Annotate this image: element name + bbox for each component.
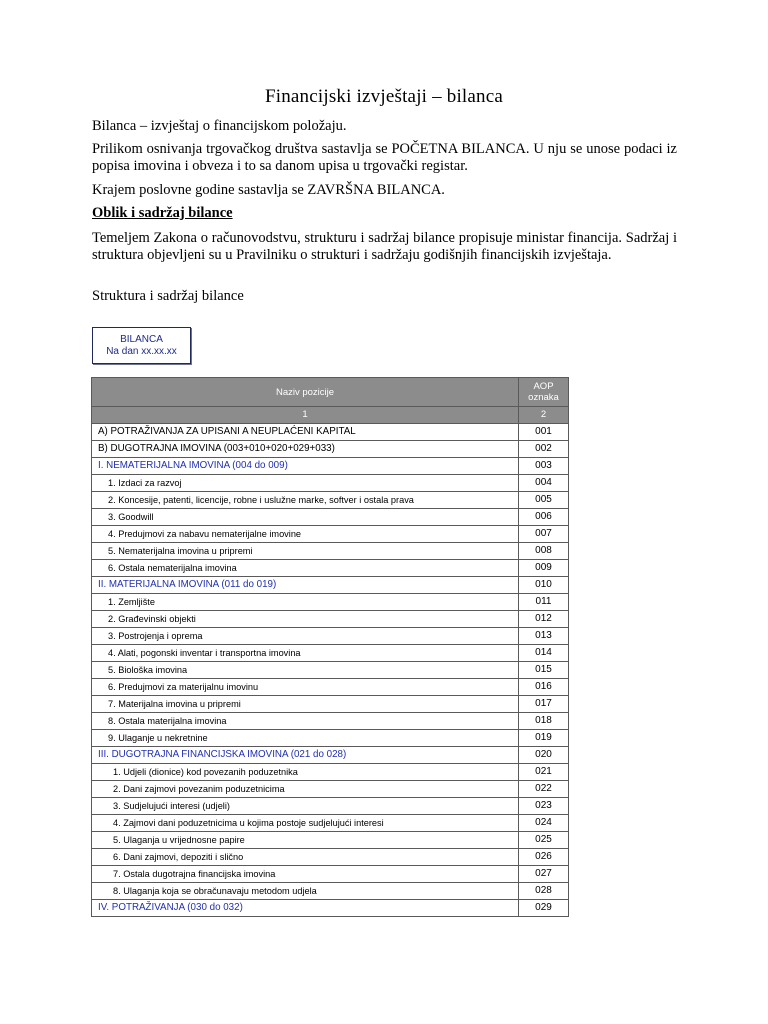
table-row — [92, 815, 569, 832]
row-aop-code: 008 — [519, 543, 569, 560]
bilanca-label-box — [92, 327, 191, 364]
row-aop-code: 026 — [519, 849, 569, 866]
paragraph-definition: Bilanca – izvještaj o financijskom položaju. — [92, 118, 347, 134]
table-row — [92, 832, 569, 849]
paragraph-closing-balance: Krajem poslovne godine sastavlja se ZAVRŠNA BILANCA. — [92, 182, 445, 198]
header-position-name: Naziv pozicije — [92, 378, 519, 407]
bilanca-box-title: BILANCA — [120, 334, 163, 345]
table-header-row — [92, 378, 569, 407]
paragraph-structure: Struktura i sadržaj bilance — [92, 288, 244, 304]
row-aop-code: 004 — [519, 475, 569, 492]
row-position-name: 6. Predujmovi za materijalnu imovinu — [92, 679, 519, 696]
table-row — [92, 475, 569, 492]
table-column-number-row — [92, 407, 569, 424]
table-row — [92, 492, 569, 509]
row-aop-code: 013 — [519, 628, 569, 645]
row-aop-code: 021 — [519, 764, 569, 781]
row-position-name: 7. Materijalna imovina u pripremi — [92, 696, 519, 713]
row-position-name: 5. Ulaganja u vrijednosne papire — [92, 832, 519, 849]
row-aop-code: 023 — [519, 798, 569, 815]
row-position-name: 7. Ostala dugotrajna financijska imovina — [92, 866, 519, 883]
table-row — [92, 645, 569, 662]
document-title: Financijski izvještaji – bilanca — [264, 86, 504, 107]
row-aop-code: 028 — [519, 883, 569, 900]
table-row — [92, 441, 569, 458]
row-position-name: 5. Biološka imovina — [92, 662, 519, 679]
paragraph-opening-balance: Prilikom osnivanja trgovačkog društva sastavlja se POČETNA BILANCA. U nju se unose podaci iz popisa imovina i obveza i to sa danom upisa u trgovački registar. — [92, 141, 677, 174]
table-row — [92, 849, 569, 866]
table-row — [92, 883, 569, 900]
row-position-name: 2. Građevinski objekti — [92, 611, 519, 628]
table-row — [92, 781, 569, 798]
table-row — [92, 577, 569, 594]
row-position-name: A) POTRAŽIVANJA ZA UPISANI A NEUPLAĆENI KAPITAL — [92, 424, 519, 441]
section-heading: Oblik i sadržaj bilance — [92, 205, 233, 221]
row-aop-code: 006 — [519, 509, 569, 526]
bilanca-box-date: Na dan xx.xx.xx — [106, 346, 177, 357]
row-position-name: 1. Udjeli (dionice) kod povezanih poduzetnika — [92, 764, 519, 781]
table-row — [92, 730, 569, 747]
row-aop-code: 007 — [519, 526, 569, 543]
row-aop-code: 011 — [519, 594, 569, 611]
row-aop-code: 018 — [519, 713, 569, 730]
row-aop-code: 027 — [519, 866, 569, 883]
header-aop-code: AOP oznaka — [519, 378, 569, 407]
table-row — [92, 458, 569, 475]
row-position-name: 2. Dani zajmovi povezanim poduzetnicima — [92, 781, 519, 798]
row-position-name: III. DUGOTRAJNA FINANCIJSKA IMOVINA (021 do 028) — [92, 747, 519, 764]
table-row — [92, 424, 569, 441]
row-aop-code: 003 — [519, 458, 569, 475]
row-aop-code: 017 — [519, 696, 569, 713]
row-aop-code: 012 — [519, 611, 569, 628]
row-position-name: 1. Izdaci za razvoj — [92, 475, 519, 492]
row-aop-code: 005 — [519, 492, 569, 509]
row-position-name: II. MATERIJALNA IMOVINA (011 do 019) — [92, 577, 519, 594]
row-position-name: 3. Sudjelujući interesi (udjeli) — [92, 798, 519, 815]
table-row — [92, 747, 569, 764]
row-position-name: IV. POTRAŽIVANJA (030 do 032) — [92, 900, 519, 917]
balance-sheet-table — [91, 377, 569, 917]
table-row — [92, 662, 569, 679]
header-column-number-1: 1 — [92, 407, 519, 424]
table-row — [92, 509, 569, 526]
row-position-name: 6. Ostala nematerijalna imovina — [92, 560, 519, 577]
row-position-name: 9. Ulaganje u nekretnine — [92, 730, 519, 747]
row-position-name: 5. Nematerijalna imovina u pripremi — [92, 543, 519, 560]
row-position-name: 3. Goodwill — [92, 509, 519, 526]
row-aop-code: 024 — [519, 815, 569, 832]
table-row — [92, 679, 569, 696]
table-row — [92, 764, 569, 781]
table-row — [92, 560, 569, 577]
row-position-name: I. NEMATERIJALNA IMOVINA (004 do 009) — [92, 458, 519, 475]
row-position-name: 4. Zajmovi dani poduzetnicima u kojima postoje sudjelujući interesi — [92, 815, 519, 832]
table-row — [92, 713, 569, 730]
header-column-number-2: 2 — [519, 407, 569, 424]
table-row — [92, 866, 569, 883]
table-row — [92, 798, 569, 815]
table-row — [92, 696, 569, 713]
row-aop-code: 020 — [519, 747, 569, 764]
row-aop-code: 001 — [519, 424, 569, 441]
row-aop-code: 029 — [519, 900, 569, 917]
row-position-name: 8. Ulaganja koja se obračunavaju metodom udjela — [92, 883, 519, 900]
row-aop-code: 010 — [519, 577, 569, 594]
row-position-name: B) DUGOTRAJNA IMOVINA (003+010+020+029+033) — [92, 441, 519, 458]
row-position-name: 4. Alati, pogonski inventar i transportna imovina — [92, 645, 519, 662]
row-aop-code: 016 — [519, 679, 569, 696]
table-row — [92, 526, 569, 543]
table-row — [92, 594, 569, 611]
row-aop-code: 009 — [519, 560, 569, 577]
paragraph-law: Temeljem Zakona o računovodstvu, strukturu i sadržaj bilance propisuje ministar financija. Sadržaj i struktura objevljeni su u Pravilniku o strukturi i sadržaju godišnjih financijskih izvještaja. — [92, 230, 677, 263]
row-position-name: 2. Koncesije, patenti, licencije, robne i uslužne marke, softver i ostala prava — [92, 492, 519, 509]
row-aop-code: 019 — [519, 730, 569, 747]
row-position-name: 6. Dani zajmovi, depoziti i slično — [92, 849, 519, 866]
table-row — [92, 900, 569, 917]
row-aop-code: 015 — [519, 662, 569, 679]
row-position-name: 1. Zemljište — [92, 594, 519, 611]
row-position-name: 3. Postrojenja i oprema — [92, 628, 519, 645]
table-row — [92, 543, 569, 560]
row-aop-code: 025 — [519, 832, 569, 849]
table-row — [92, 628, 569, 645]
table-row — [92, 611, 569, 628]
row-aop-code: 002 — [519, 441, 569, 458]
row-aop-code: 014 — [519, 645, 569, 662]
row-aop-code: 022 — [519, 781, 569, 798]
row-position-name: 4. Predujmovi za nabavu nematerijalne imovine — [92, 526, 519, 543]
row-position-name: 8. Ostala materijalna imovina — [92, 713, 519, 730]
